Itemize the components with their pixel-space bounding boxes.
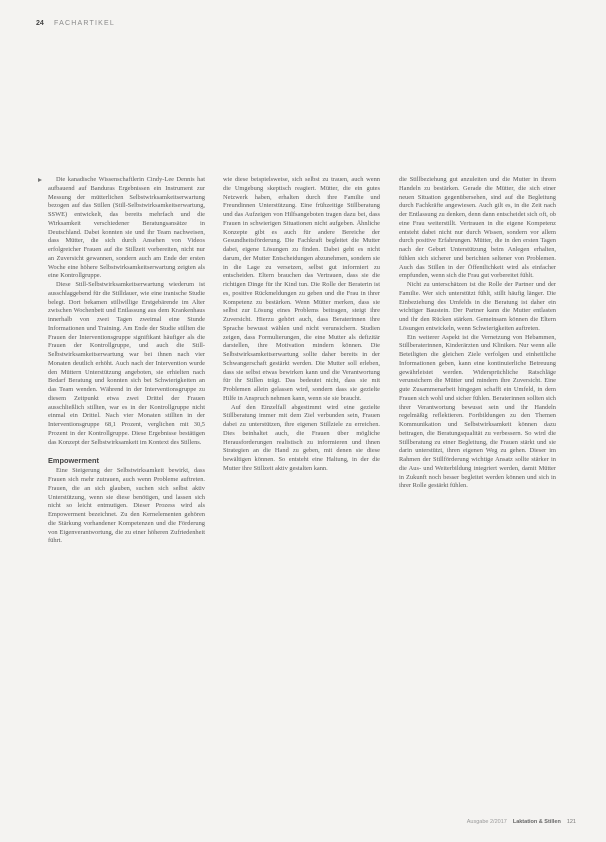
text-column-3	[399, 176, 556, 808]
margin-arrow-icon	[38, 178, 42, 182]
paragraph: die Stillbeziehung gut anzuleiten und die Mutter in ihrem Handeln zu bestärken. Gerade die Mütter, die sich einer neuen Situation gegenübersehen, sind auf die Begleitung durch Fachkräfte angewiesen. Auch gilt es, in die Zeit nach der Entlassung zu denken, denn dann entscheidet sich oft, ob eine Frau weiterstillt. Vertrauen in die eigene Kompetenz entsteht dabei nicht nur durch Wissen, sondern vor allem durch positive Erfahrungen. Mütter, die in den ersten Tagen nach der Geburt Unterstützung beim Anlegen erhalten, fühlen sich sicherer und berichten seltener von Problemen. Auch das Stillen in der Öffentlichkeit wird als einfacher empfunden, wenn sich die Frau gut vorbereitet fühlt.	[399, 176, 556, 280]
page-number: 24	[36, 20, 44, 27]
article-body	[48, 176, 556, 808]
paragraph: wie diese beispielsweise, sich selbst zu trauen, auch wenn die Umgebung skeptisch reagiert. Mütter, die ein gutes Netzwerk haben, erhalten durch ihre Familie und Freundinnen Unterstützung. Eine frühzeitige Stillberatung und das Aufzeigen von Hilfsangeboten tragen dazu bei, dass Frauen in schwierigen Situationen nicht aufgeben. Ähnliche Konzepte gibt es auch für andere Bereiche der Gesundheitsförderung. Die Fachkraft begleitet die Mutter dabei, eigene Lösungen zu finden. Dabei geht es nicht darum, der Mutter Entscheidungen abzunehmen, sondern sie in die Lage zu versetzen, selbst gut informiert zu entscheiden. Eltern brauchen das Vertrauen, dass sie die richtigen Dinge für ihr Kind tun. Die Rolle der Beraterin ist es, positive Rückmeldungen zu geben und die Frau in ihrer Kompetenz zu bestärken. Wenn Mütter merken, dass sie selbst zur Lösung eines Problems beitragen, steigt ihre Zuversicht. Hierzu gehört auch, dass Beraterinnen ihre Sprache bewusst wählen und nicht verunsichern. Studien zeigen, dass Formulierungen, die eine Mutter als defizitär darstellen, ihre Motivation mindern können. Die Selbstwirksamkeitserwartung sollte daher bereits in der Schwangerschaft gestärkt werden. Die Mutter soll erleben, dass sie selbst etwas bewirken kann und die Verantwortung für ihr Stillen trägt. Das bedeutet nicht, dass sie mit Problemen allein gelassen wird, sondern dass sie gezielte Hilfe in Anspruch nehmen kann, wenn sie sie braucht.	[223, 176, 380, 402]
paragraph: Ein weiterer Aspekt ist die Vernetzung von Hebammen, Stillberaterinnen, Kinderärzten und Kliniken. Nur wenn alle Beteiligten die gleichen Ziele verfolgen und einheitliche Informationen geben, kann eine kontinuierliche Betreuung gewährleistet werden. Widersprüchliche Ratschläge verunsichern die Mütter und mindern ihre Zuversicht. Eine gute Zusammenarbeit hingegen schafft ein Umfeld, in dem Frauen sich wohl und sicher fühlen. Beraterinnen sollten sich ihrer Verantwortung bewusst sein und ihr Handeln regelmäßig reflektieren. Fortbildungen zu den Themen Kommunikation und Selbstwirksamkeit können dazu beitragen, die Beratungsqualität zu verbessern. So wird die Stillberatung zu einer Begleitung, die Frauen stärkt und sie darin unterstützt, ihren eigenen Weg zu gehen. Dieser im Rahmen der Stillförderung wichtige Ansatz sollte stärker in die Aus- und Weiterbildung integriert werden, damit Mütter in Zukunft noch besser begleitet werden können und sich in ihrer Rolle gestärkt fühlen.	[399, 333, 556, 490]
running-header	[36, 20, 576, 32]
paragraph: Nicht zu unterschätzen ist die Rolle der Partner und der Familie. Wer sich unterstützt fühlt, stillt häufig länger. Die Einbeziehung des Umfelds in die Beratung ist daher ein wichtiger Baustein. Der Partner kann die Mutter entlasten und ihr den Rücken stärken. Gemeinsam können die Eltern Lösungen entwickeln, wenn Schwierigkeiten auftreten.	[399, 281, 556, 332]
paragraph: Diese Still-Selbstwirksamkeitserwartung wiederum ist ausschlaggebend für die Stilldauer, wie eine iranische Studie belegt. Dort bekamen stillwillige Erstgebärende im Alter zwischen Wochenbett und Entlassung aus dem Krankenhaus innerhalb von zwei Tagen zweimal eine Stunde Informationen und Training. Am Ende der Studie stillten die Frauen der Interventionsgruppe signifikant häufiger als die Frauen der Kontrollgruppe, und auch die Still-Selbstwirksamkeitserwartung war bei ihnen nach vier Monaten deutlich erhöht. Auch nach der Intervention wurde den Müttern Unterstützung angeboten, sie erhielten nach Bedarf Beratung und konnten sich bei Schwierigkeiten an das Team wenden. Während in der Interventionsgruppe zu diesem Zeitpunkt etwa zwei Drittel der Frauen ausschließlich stillten, war es in der Kontrollgruppe nicht einmal ein Drittel. Nach vier Monaten stillten in der Interventionsgruppe 68,1 Prozent, verglichen mit 30,5 Prozent in der Kontrollgruppe. Diese Ergebnisse bestätigen das Konzept der Selbstwirksamkeit im Kontext des Stillens.	[48, 281, 205, 446]
footer-issue: Ausgabe 2/2017	[466, 819, 507, 825]
footer-page-number: 121	[566, 819, 576, 825]
section-heading: Empowerment	[48, 456, 99, 466]
paragraph: Die kanadische Wissenschaftlerin Cindy-Lee Dennis hat aufbauend auf Banduras Ergebnissen ein Instrument zur Messung der mütterlichen Selbstwirksamkeitserwartung bezogen auf das Stillen (Still-Selbstwirksamkeitserwartung, SSWE) entwickelt, das bereits mehrfach und die Wirksamkeit verschiedener Beratungsansätze in Deutschland. Dabei konnten sie und ihr Team nachweisen, dass Mütter, die sich durch Ansehen von Videos erfolgreicher Frauen auf die Stillzeit vorbereiten, nicht nur an Zuversicht gewannen, sondern auch am Ende der ersten Woche eine höhere Selbstwirksamkeitserwartung zeigten als eine Kontrollgruppe.	[48, 176, 205, 280]
section-label: FACHARTIKEL	[54, 20, 115, 27]
text-column-2	[223, 176, 380, 808]
text-column-1	[48, 176, 205, 808]
paragraph: Auf den Einzelfall abgestimmt wird eine gezielte Stillberatung immer mit dem Ziel verbunden sein, Frauen dabei zu unterstützen, ihre eigenen Stillziele zu erreichen. Dies beinhaltet auch, die Frauen über mögliche Herausforderungen realistisch zu informieren und ihnen Strategien an die Hand zu geben, mit denen sie diese bewältigen können. So entsteht eine Haltung, in der die Mutter ihre Stillzeit aktiv gestalten kann.	[223, 403, 380, 472]
footer-publication: Laktation & Stillen	[512, 819, 561, 825]
page-footer	[467, 817, 576, 827]
paragraph: Eine Steigerung der Selbstwirksamkeit bewirkt, dass Frauen sich mehr zutrauen, auch wenn Probleme auftreten. Frauen, die an sich glauben, suchen sich selbst aktiv Unterstützung, wenn sie diese benötigen, und lassen sich nicht so leicht entmutigen. Dieser Prozess wird als Empowerment bezeichnet. Zu den Kernelementen gehören die Stärkung vorhandener Kompetenzen und die Förderung von Eigenverantwortung, die zu einer höheren Zufriedenheit führt.	[48, 467, 205, 545]
